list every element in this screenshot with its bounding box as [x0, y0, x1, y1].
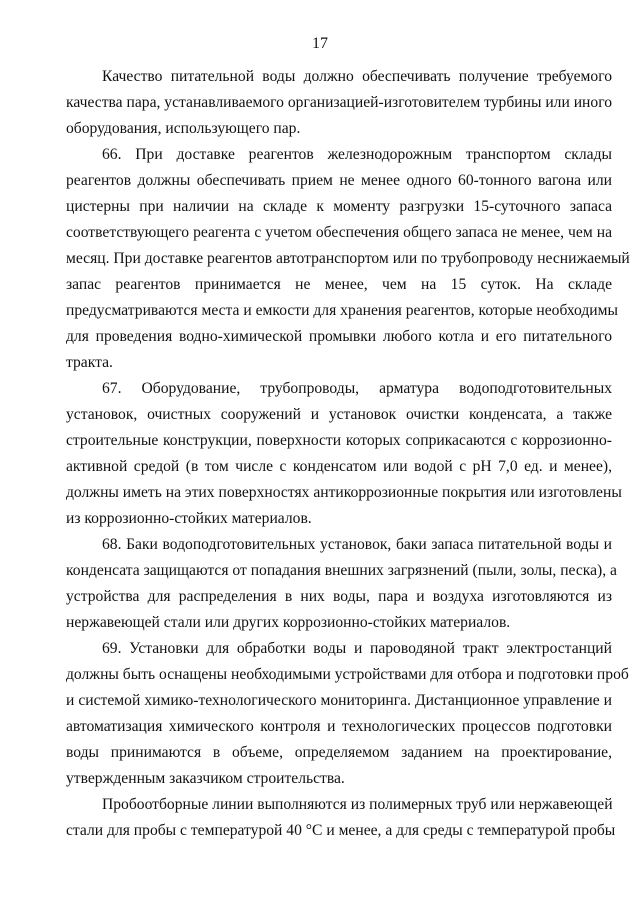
text-line: соответствующего реагента с учетом обеспечения общего запаса не менее, чем на [66, 224, 612, 241]
text-line: из коррозионно-стойких материалов. [66, 510, 312, 527]
text-line: и системой химико-технологического мониторинга. Дистанционное управление и [66, 692, 612, 709]
text-line: автоматизация химического контроля и технологических процессов подготовки [66, 718, 612, 735]
paragraph-67 [66, 376, 622, 532]
text-line: запас реагентов принимается не менее, чем на 15 суток. На складе [66, 276, 612, 293]
text-line: 69. Установки для обработки воды и пароводяной тракт электростанций [102, 640, 612, 657]
paragraph-66 [66, 142, 630, 376]
text-line: месяц. При доставке реагентов автотранспортом или по трубопроводу неснижаемый [66, 250, 630, 267]
text-line: строительные конструкции, поверхности которых соприкасаются с коррозионно- [66, 432, 612, 449]
text-line: конденсата защищаются от попадания внешних загрязнений (пыли, золы, песка), а [66, 562, 617, 579]
paragraph-68 [66, 532, 617, 636]
page-number: 17 [312, 35, 328, 52]
text-line: активной средой (в том числе с конденсатом или водой с pH 7,0 ед. и менее), [66, 458, 612, 475]
text-line: оборудования, использующего пар. [66, 120, 301, 137]
text-line: стали для пробы с температурой 40 °С и менее, а для среды с температурой пробы [66, 822, 616, 839]
text-line: тракта. [66, 354, 113, 371]
text-line: предусматриваются места и емкости для хранения реагентов, которые необходимы [66, 302, 618, 319]
paragraph-69 [66, 636, 629, 792]
text-line: 68. Баки водоподготовительных установок, баки запаса питательной воды и [102, 536, 612, 553]
text-line: воды принимаются в объеме, определяемом заданием на проектирование, [66, 744, 612, 761]
text-line: Пробоотборные линии выполняются из полимерных труб или нержавеющей [102, 796, 613, 813]
paragraph-feedwater-quality [66, 64, 612, 142]
text-line: устройства для распределения в них воды, пара и воздуха изготовляются из [66, 588, 612, 605]
paragraph-sampling-lines [66, 792, 616, 844]
text-line: Качество питательной воды должно обеспечивать получение требуемого [102, 68, 612, 85]
text-line: для проведения водно-химической промывки любого котла и его питательного [66, 328, 612, 345]
text-line: цистерны при наличии на складе к моменту разгрузки 15-суточного запаса [66, 198, 612, 215]
text-line: должны иметь на этих поверхностях антикоррозионные покрытия или изготовлены [66, 484, 622, 501]
text-line: качества пара, устанавливаемого организацией-изготовителем турбины или иного [66, 94, 612, 111]
document-body [66, 64, 630, 844]
text-line: 67. Оборудование, трубопроводы, арматура водоподготовительных [102, 380, 612, 397]
text-line: нержавеющей стали или других коррозионно-стойких материалов. [66, 614, 511, 631]
text-line: должны быть оснащены необходимыми устройствами для отбора и подготовки проб [66, 666, 629, 683]
text-line: реагентов должны обеспечивать прием не менее одного 60-тонного вагона или [66, 172, 612, 189]
text-line: утвержденным заказчиком строительства. [66, 770, 345, 787]
text-line: установок, очистных сооружений и установок очистки конденсата, а также [66, 406, 612, 423]
text-line: 66. При доставке реагентов железнодорожным транспортом склады [102, 146, 612, 163]
